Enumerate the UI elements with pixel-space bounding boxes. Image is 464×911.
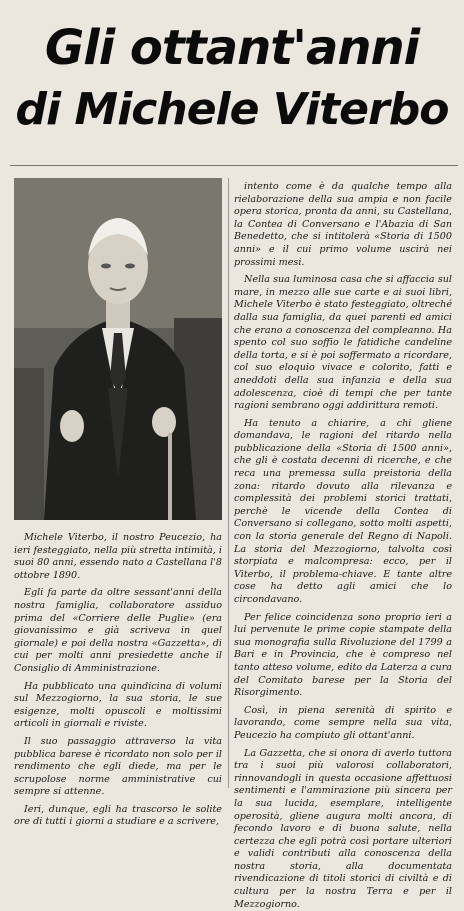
photo-caption: Michele Viterbo, il nostro Peucezio, ha ieri festeggiato, nella più stretta intimità, i suoi 80 anni, essendo nato a Castellana l'8 ottobre 1890. — [14, 532, 222, 581]
column-divider — [228, 178, 229, 788]
headline-rule — [10, 165, 458, 166]
headline-line-2: di Michele Viterbo — [15, 84, 449, 135]
right-column — [234, 181, 452, 911]
paragraph: Così, in piena serenità di spirito e lavorando, come sempre nella sua vita, Peucezio ha compiuto gli ottant'anni. — [234, 704, 452, 741]
paragraph: Ha tenuto a chiarire, a chi gliene domandava, le ragioni del ritardo nella pubblicazione della «Storia di 1500 anni», che gli è costata decenni di ricerche, e che reca una premessa sulla preistoria della zona: ritardo dovuto alla rilevanza e complessità dei problemi storici trattati, perchè le vicende della Contea di Conversano si collegano, sotto molti aspetti, con la storia generale del Regno di Napoli. La storia del Mezzogiorno, talvolta così storpiata e malcompresa: ecco, per il Viterbo, il problema-chiave. E tante altre cose ha detto agli amici che lo circondavano. — [234, 417, 452, 605]
paragraph: La Gazzetta, che si onora di averlo tuttora tra i suoi più valorosi collaboratori, rinnovandogli in questa occasione affettuosi sentimenti e l'ammirazione più sincera per la sua lucida, esemplare, intelligente operosità, gliene augura molti ancora, di fecondo lavoro e di buona salute, nella certezza che egli potrà così portare ulteriori e validi contributi alla conoscenza della nostra storia, alla documentata rivendicazione di titoli storici di civiltà e di cultura per la nostra Terra e per il Mezzogiorno. — [234, 747, 452, 910]
paragraph: Per felice coincidenza sono proprio ieri a lui pervenute le prime copie stampate della sua monografia sulla Rivoluzione del 1799 a Bari e in Provincia, che è compreso nel tanto atteso volume, edito da Laterza a cura del Comitato barese per la Storia del Risorgimento. — [234, 611, 452, 699]
portrait-illustration — [14, 178, 222, 520]
paragraph: Ha pubblicato una quindicina di volumi sul Mezzogiorno, la sua storia, le sue esigenze, molti opuscoli e moltissimi articoli in giornali e riviste. — [14, 680, 222, 730]
paragraph: intento come è da qualche tempo alla rielaborazione della sua ampia e non facile opera storica, pronta da anni, su Castellana, la Contea di Conversano e l'Abazia di San Benedetto, che si intitolerà «Storia di 1500 anni» e il cui primo volume uscirà nei prossimi mesi. — [234, 181, 452, 268]
paragraph: Ieri, dunque, egli ha trascorso le solite ore di tutti i giorni a studiare e a scrivere, — [14, 803, 222, 828]
paragraph: Il suo passaggio attraverso la vita pubblica barese è ricordato non solo per il rendimento che egli diede, ma per le scrupolose norme amministrative cui sempre si attenne. — [14, 735, 222, 798]
headline-line-1: Gli ottant'anni — [44, 20, 420, 76]
paragraph: Nella sua luminosa casa che si affaccia sul mare, in mezzo alle sue carte e ai suoi libri, Michele Viterbo è stato festeggiato, oltreché dalla sua famiglia, da quei parenti ed amici che erano a conoscenza del compleanno. Ha spento col suo soffio le fatidiche candeline della torta, e si è poi soffermato a ricordare, col suo eloquio vivace e colorito, fatti e aneddoti della sua infanzia e della sua adolescenza, cioè di tempi che per tante ragioni sembrano oggi addirittura remoti. — [234, 274, 452, 412]
portrait-photo — [14, 178, 222, 520]
left-column — [14, 532, 222, 829]
paragraph: Egli fa parte da oltre sessant'anni della nostra famiglia, collaboratore assiduo prima del «Corriere delle Puglie» (era giovanissimo e già scriveva in quel giornale) e poi della nostra «Gazzetta», di cui per molti anni presiedette anche il Consiglio di Amministrazione. — [14, 587, 222, 674]
